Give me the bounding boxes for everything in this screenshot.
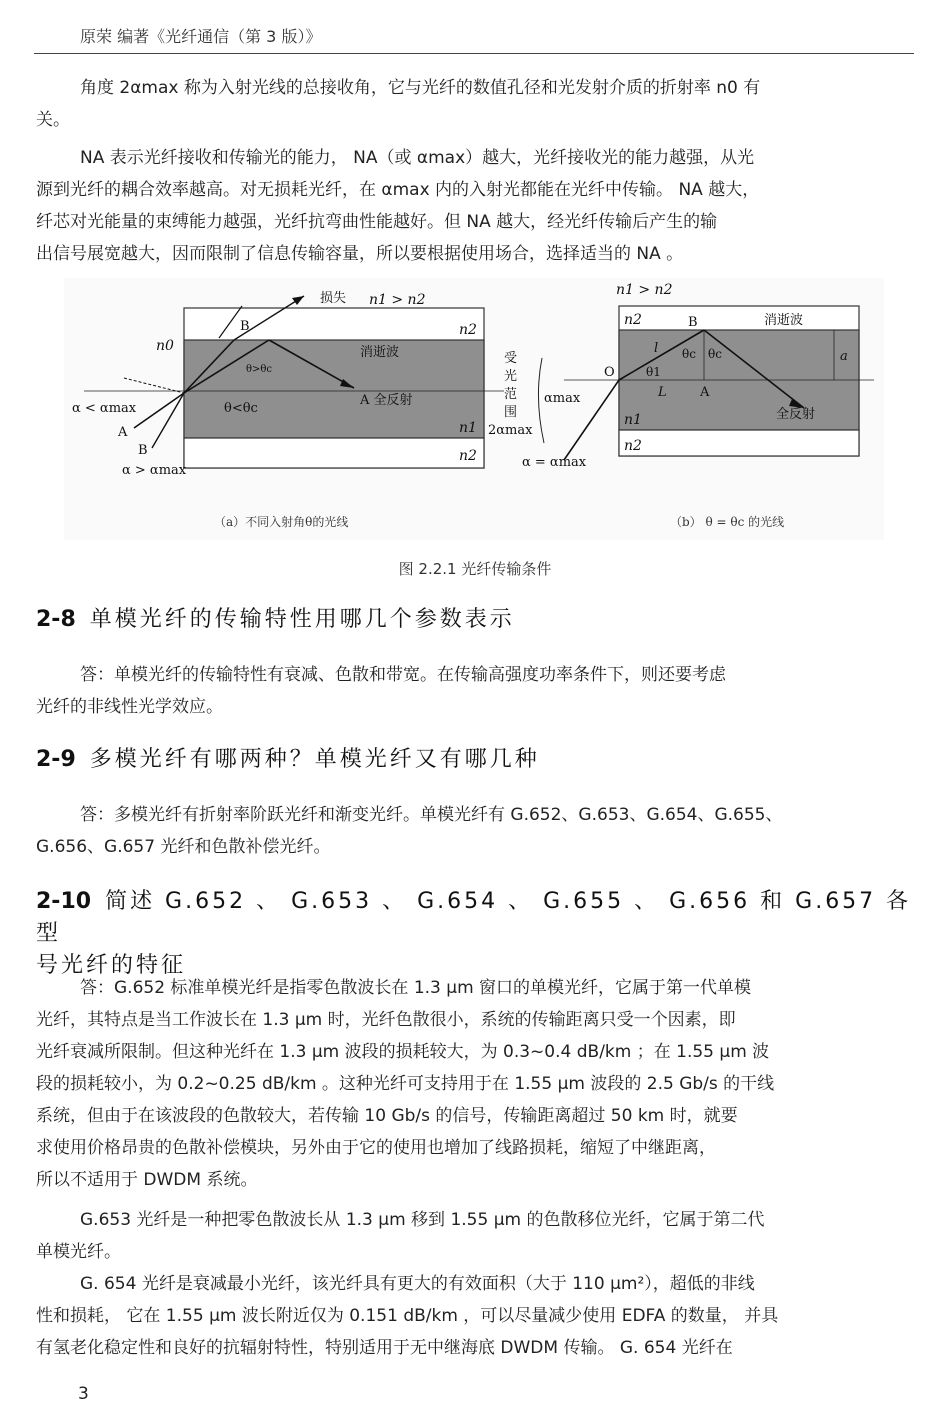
figure-caption: 图 2.2.1 光纤传输条件 [398, 560, 552, 578]
text-line: 角度 2αmax 称为入射光线的总接收角，它与光纤的数值孔径和光发射介质的折射率 n0 有 [80, 78, 761, 98]
label-A-a: A [118, 425, 128, 440]
label-L: L [658, 385, 667, 400]
answer-2-10-g652 [36, 972, 916, 1196]
label-alpha-lt: α < αmax [72, 401, 137, 416]
label-n2-top-a: n2 [459, 322, 477, 338]
label-loss: 损失 [320, 291, 347, 306]
text-line: G.653 光纤是一种把零色散波长从 1.3 μm 移到 1.55 μm 的色散移位光纤，它属于第二代 [80, 1210, 765, 1230]
header-rule [34, 53, 914, 54]
label-n2-top-b: n2 [624, 312, 642, 328]
question-number: 2-9 [36, 747, 76, 772]
label-evanescent-b: 消逝波 [764, 313, 804, 328]
text-line: 答：多模光纤有折射率阶跃光纤和渐变光纤。单模光纤有 G.652、G.653、G.654、G.655、 [80, 805, 783, 825]
label-B-top-a: B [240, 319, 250, 334]
text-line: 光纤，其特点是当工作波长在 1.3 μm 时，光纤色散很小，系统的传输距离只受一个因素，即 [36, 1010, 736, 1030]
label-n1-gt-n2-b: n1 > n2 [616, 282, 673, 298]
label-a: a [840, 349, 848, 364]
heading-line [36, 886, 916, 950]
text-line: G.656、G.657 光纤和色散补偿光纤。 [36, 837, 331, 857]
text-line: 系统，但由于在该波段的色散较大，若传输 10 Gb/s 的信号，传输距离超过 50 km 时，就要 [36, 1106, 738, 1126]
label-accept-3: 范 [504, 387, 518, 402]
label-evanescent-a: 消逝波 [360, 345, 400, 360]
text-line: NA 表示光纤接收和传输光的能力， NA（或 αmax）越大，光纤接收光的能力越强，从光 [80, 148, 755, 168]
label-n2-bottom-a: n2 [459, 448, 477, 464]
text-line: 性和损耗， 它在 1.55 μm 波长附近仅为 0.151 dB/km ，可以尽量减少使用 EDFA 的数量， 并具 [36, 1306, 779, 1326]
label-theta-c-1: θc [682, 347, 696, 361]
label-B-a: B [138, 443, 148, 458]
caption-panel-a: （a）不同入射角θ的光线 [214, 515, 349, 529]
question-number: 2-8 [36, 607, 76, 632]
text-line: G. 654 光纤是衰减最小光纤，该光纤具有更大的有效面积（大于 110 μm²），超低的非线 [80, 1274, 755, 1294]
label-n1-a: n1 [459, 420, 477, 436]
cladding-bottom-b [619, 430, 859, 456]
question-title-line-1: 简述 G.652 、 G.653 、 G.654 、 G.655 、 G.656 和 G.657 各型 [36, 889, 912, 946]
question-heading-2-9 [36, 744, 916, 776]
label-n2-bottom-b: n2 [624, 438, 642, 454]
label-n0: n0 [156, 338, 174, 354]
text-line: 段的损耗较小，为 0.2~0.25 dB/km 。这种光纤可支持用于在 1.55 μm 波段的 2.5 Gb/s 的干线 [36, 1074, 775, 1094]
label-accept-2: 光 [504, 369, 518, 384]
label-O: O [604, 365, 615, 380]
label-total-b: 全反射 [776, 407, 816, 422]
answer-2-8 [36, 659, 916, 723]
text-line: 所以不适用于 DWDM 系统。 [36, 1170, 258, 1190]
running-header: 原荣 编著《光纤通信（第 3 版）》 [80, 27, 322, 46]
ray-a-in [134, 393, 184, 428]
text-line: 光纤的非线性光学效应。 [36, 697, 223, 717]
text-line: 源到光纤的耦合效率越高。对无损耗光纤，在 αmax 内的入射光都能在光纤中传输。 NA 越大， [36, 180, 760, 200]
panel-b [488, 282, 874, 529]
label-two-alpha: 2αmax [488, 423, 533, 438]
label-A-total-a: A 全反射 [360, 393, 413, 408]
ray-b-in [152, 393, 184, 448]
core-a [184, 340, 484, 438]
text-line: 光纤衰减所限制。但这种光纤在 1.3 μm 波段的损耗较大，为 0.3~0.4 dB/km ；在 1.55 μm 波 [36, 1042, 770, 1062]
label-alpha-max-b: αmax [544, 391, 581, 406]
intro-paragraph-2 [36, 142, 916, 270]
answer-2-10-g654 [36, 1268, 916, 1364]
figure-svg [64, 278, 884, 540]
question-title: 单模光纤的传输特性用哪几个参数表示 [89, 607, 515, 632]
label-n1-gt-n2-a: n1 > n2 [369, 292, 426, 308]
text-line: 单模光纤。 [36, 1242, 121, 1262]
panel-a [72, 290, 504, 529]
question-heading-2-8 [36, 604, 916, 636]
answer-2-10-g653 [36, 1204, 916, 1268]
question-heading-2-10 [36, 886, 916, 982]
text-line: 出信号展宽越大，因而限制了信息传输容量，所以要根据使用场合，选择适当的 NA 。 [36, 244, 684, 264]
label-B-b: B [688, 315, 698, 330]
label-alpha-gt: α > αmax [122, 463, 187, 478]
label-n1-b: n1 [624, 412, 642, 428]
label-accept-4: 围 [504, 405, 518, 420]
label-theta-1: θ1 [646, 365, 661, 379]
fiber-transmission-figure [64, 278, 884, 540]
text-line: 纤芯对光能量的束缚能力越强，光纤抗弯曲性能越好。但 NA 越大，经光纤传输后产生的输 [36, 212, 718, 232]
question-number: 2-10 [36, 889, 92, 914]
text-line: 求使用价格昂贵的色散补偿模块，另外由于它的使用也增加了线路损耗，缩短了中继距离， [36, 1138, 716, 1158]
arrow-loss [292, 296, 304, 305]
text-line: 关。 [36, 110, 70, 130]
label-A-b: A [700, 385, 710, 400]
intro-paragraph-1 [36, 72, 916, 136]
label-accept-1: 受 [504, 351, 518, 366]
page-number: 3 [78, 1384, 89, 1404]
label-theta-c-2: θc [708, 347, 722, 361]
question-title-line-2: 号光纤的特征 [36, 953, 187, 978]
label-alpha-eq: α = αmax [522, 455, 587, 470]
text-line: 有氢老化稳定性和良好的抗辐射特性，特别适用于无中继海底 DWDM 传输。 G. 654 光纤在 [36, 1338, 733, 1358]
question-title: 多模光纤有哪两种？单模光纤又有哪几种 [89, 747, 540, 772]
label-l: l [654, 341, 659, 356]
answer-2-9 [36, 799, 916, 863]
caption-panel-b: （b） θ = θc 的光线 [670, 515, 785, 529]
cladding-bottom-a [184, 438, 484, 468]
text-line: 答：单模光纤的传输特性有衰减、色散和带宽。在传输高强度功率条件下，则还要考虑 [80, 665, 726, 685]
label-theta-lt: θ<θc [224, 401, 258, 416]
text-line: 答：G.652 标准单模光纤是指零色散波长在 1.3 μm 窗口的单模光纤，它属于第一代单模 [80, 978, 752, 998]
label-theta-gt: θ>θc [246, 364, 273, 375]
